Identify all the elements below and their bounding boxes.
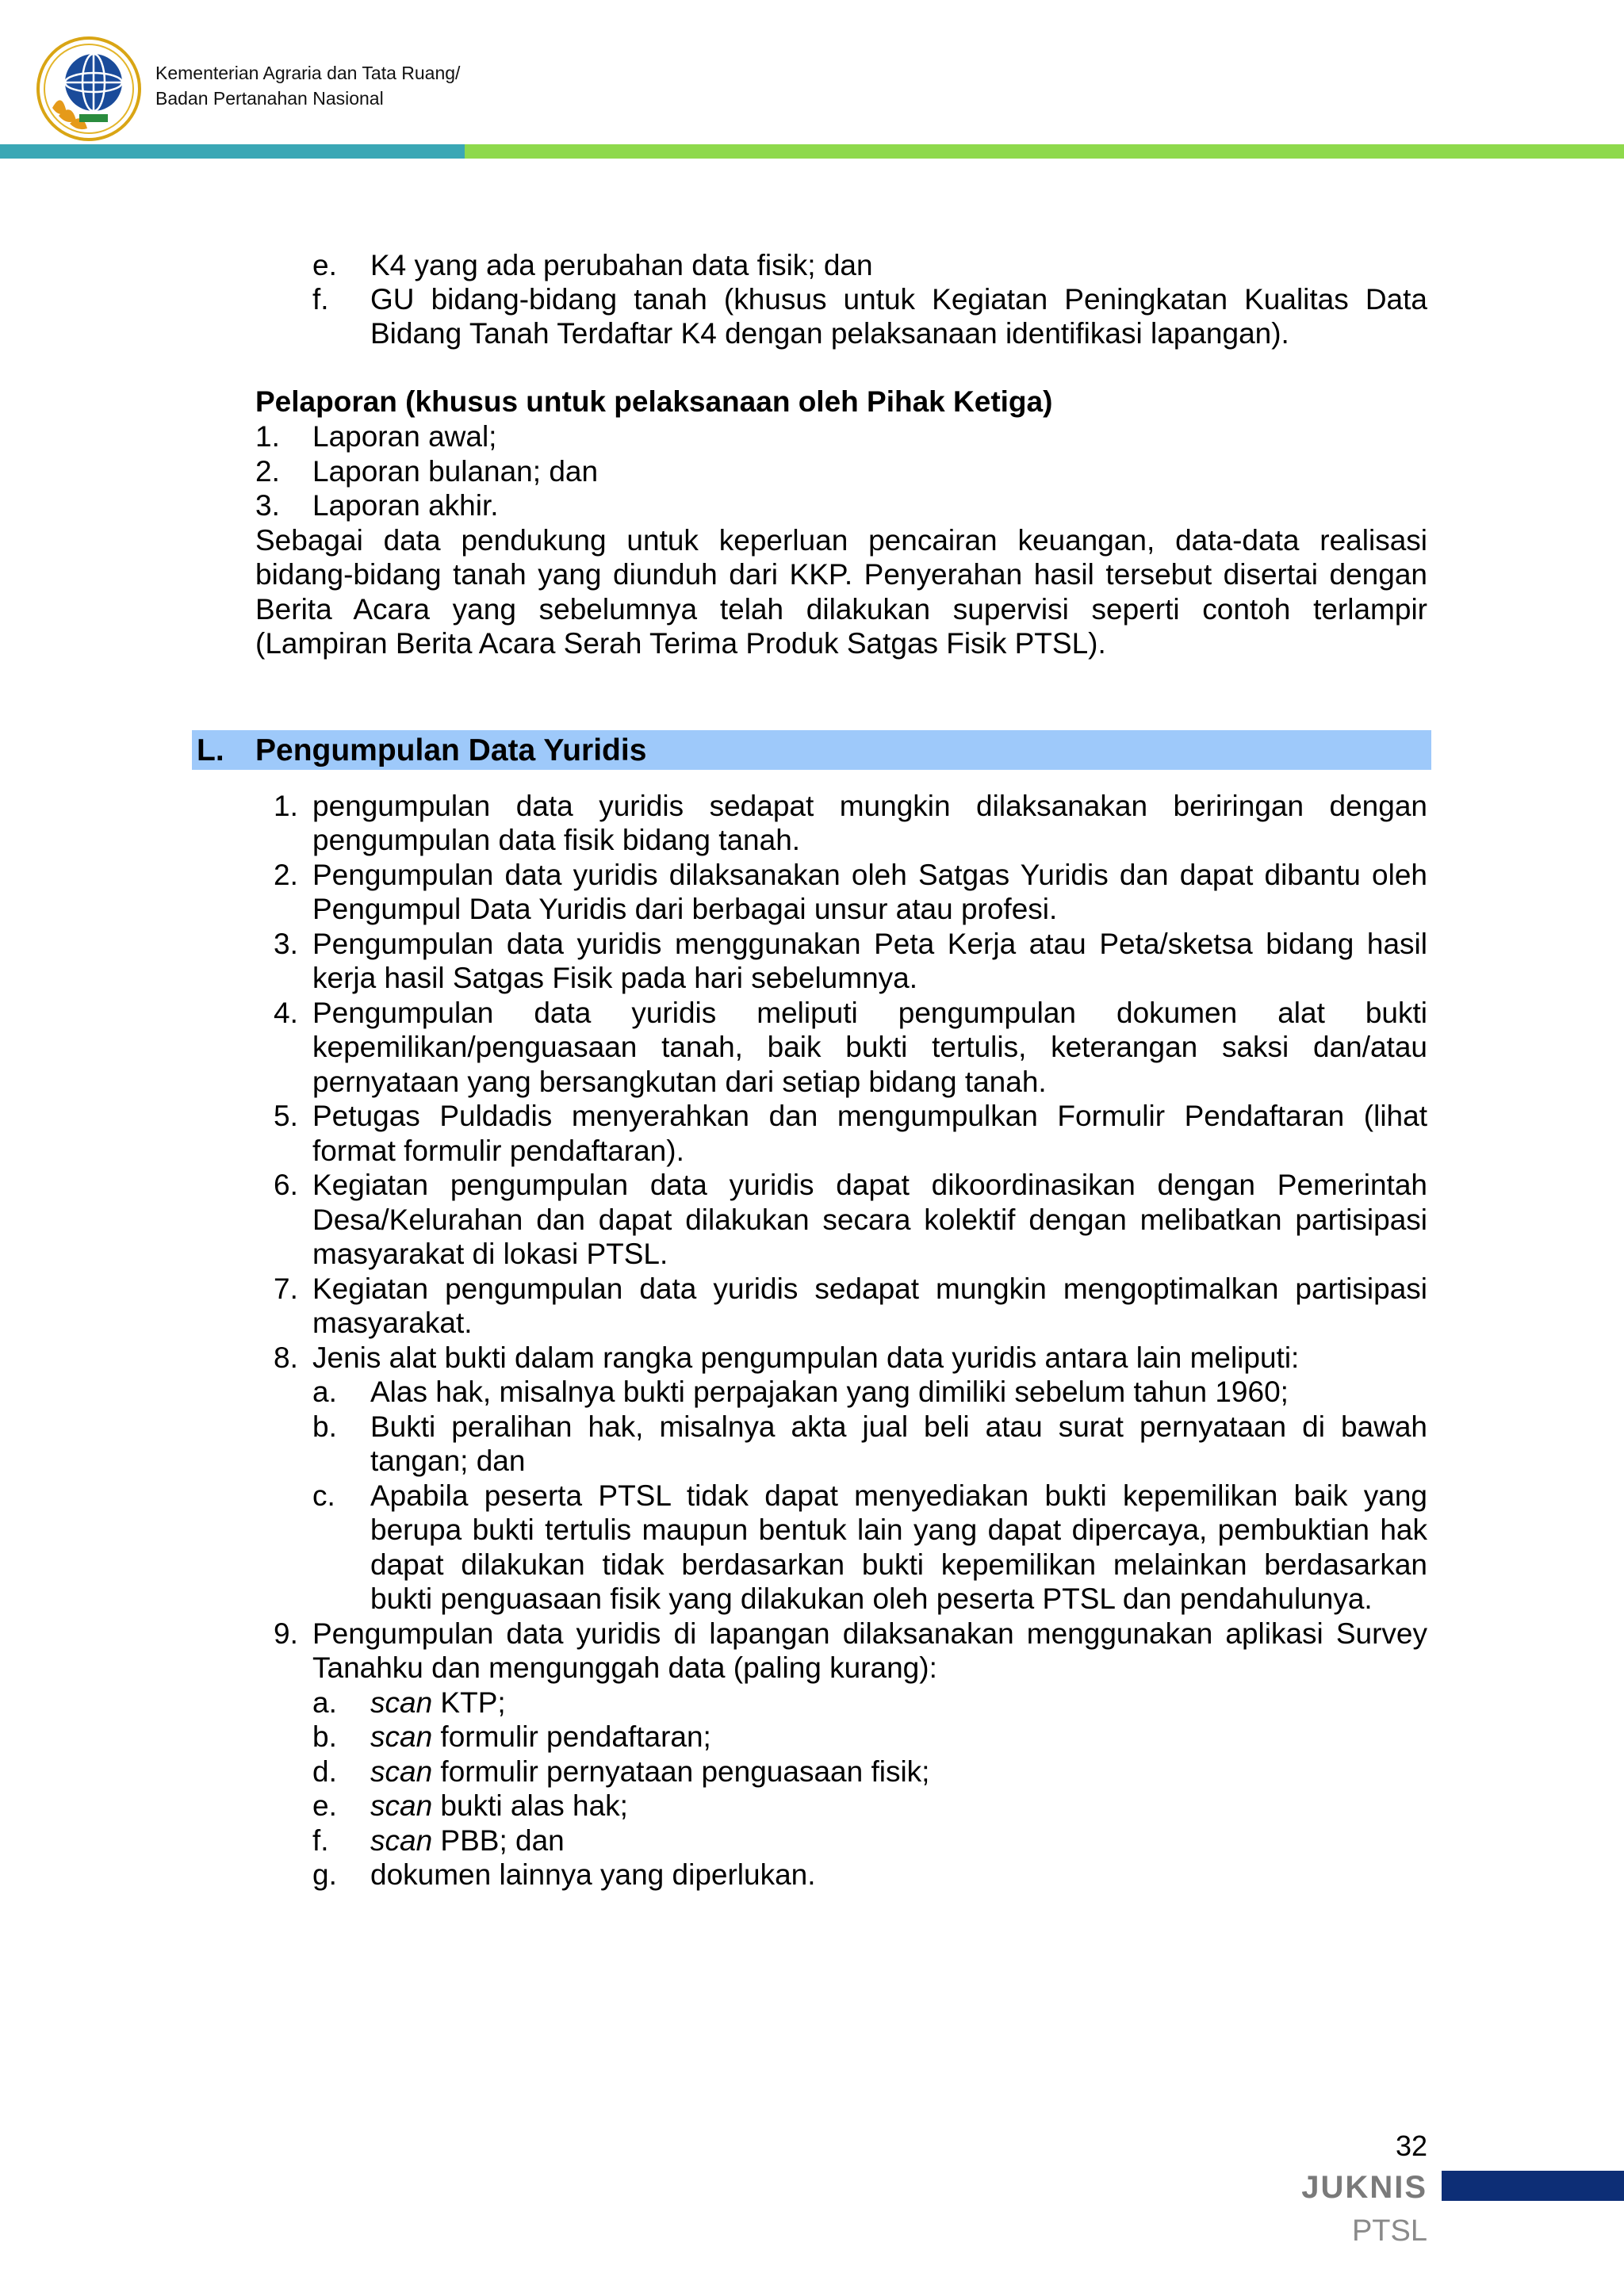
list-item-text: kerja hasil Satgas Fisik pada hari sebelumnya. <box>312 962 917 994</box>
list-item-text: Laporan akhir. <box>312 489 499 522</box>
list-marker: 7. <box>274 1272 298 1305</box>
reporting-heading: Pelaporan (khusus untuk pelaksanaan oleh Pihak Ketiga) <box>255 385 1053 418</box>
sub-list-item-text: scan formulir pernyataan penguasaan fisik; <box>370 1755 930 1788</box>
list-item-text: Pengumpul Data Yuridis dari berbagai unsur atau profesi. <box>312 893 1058 925</box>
list-item-text: Desa/Kelurahan dan dapat dilakukan secara kolektif dengan melibatkan partisipasi <box>312 1203 1427 1236</box>
list-item-text: K4 yang ada perubahan data fisik; dan <box>370 249 873 281</box>
list-marker: 1. <box>255 420 280 453</box>
footer-accent-bar <box>1442 2171 1624 2201</box>
list-item-text: Laporan awal; <box>312 420 497 453</box>
list-marker: 2. <box>255 455 280 488</box>
sub-list-item-text: Alas hak, misalnya bukti perpajakan yang dimiliki sebelum tahun 1960; <box>370 1376 1289 1408</box>
list-item-text: Pengumpulan data yuridis dilaksanakan oleh Satgas Yuridis dan dapat dibantu oleh <box>312 859 1427 891</box>
sub-list-item-text: berupa bukti tertulis maupun bentuk lain yang dapat dipercaya, pembuktian hak <box>370 1513 1427 1546</box>
list-item-text: masyarakat di lokasi PTSL. <box>312 1238 668 1270</box>
list-marker: 3. <box>274 928 298 960</box>
list-item-text: Pengumpulan data yuridis di lapangan dilaksanakan menggunakan aplikasi Survey <box>312 1617 1427 1650</box>
sub-list-marker: d. <box>312 1755 337 1788</box>
globe-emblem-icon <box>35 35 143 143</box>
header-band-teal <box>0 144 465 159</box>
reporting-paragraph-line: (Lampiran Berita Acara Serah Terima Produk Satgas Fisik PTSL). <box>255 627 1106 660</box>
list-item-text: Pengumpulan data yuridis meliputi pengumpulan dokumen alat bukti <box>312 997 1427 1029</box>
sub-list-marker: f. <box>312 1824 329 1857</box>
list-item-text: Petugas Puldadis menyerahkan dan mengumpulkan Formulir Pendaftaran (lihat <box>312 1100 1427 1132</box>
list-marker: 3. <box>255 489 280 522</box>
header-band-green <box>465 144 1624 159</box>
list-item-text: format formulir pendaftaran). <box>312 1135 684 1167</box>
sub-list-item-text: dokumen lainnya yang diperlukan. <box>370 1858 816 1891</box>
list-item-text: Kegiatan pengumpulan data yuridis dapat dikoordinasikan dengan Pemerintah <box>312 1169 1427 1201</box>
list-item-text: Pengumpulan data yuridis menggunakan Peta Kerja atau Peta/sketsa bidang hasil <box>312 928 1427 960</box>
sub-list-item-text: scan KTP; <box>370 1686 506 1719</box>
sub-list-item-text: bukti penguasaan fisik yang dilakukan oleh peserta PTSL dan pendahulunya. <box>370 1582 1373 1615</box>
list-item-text: pengumpulan data fisik bidang tanah. <box>312 824 801 856</box>
footer-title: JUKNIS <box>1301 2170 1427 2205</box>
list-marker: f. <box>312 283 329 316</box>
reporting-paragraph-line: bidang-bidang tanah yang diunduh dari KKP. Penyerahan hasil tersebut disertai dengan <box>255 558 1427 591</box>
section-title: Pengumpulan Data Yuridis <box>255 733 647 767</box>
list-item-text: Kegiatan pengumpulan data yuridis sedapat mungkin mengoptimalkan partisipasi <box>312 1272 1427 1305</box>
list-item-text: Tanahku dan mengunggah data (paling kurang): <box>312 1651 937 1684</box>
list-marker: 6. <box>274 1169 298 1201</box>
list-marker: 2. <box>274 859 298 891</box>
reporting-paragraph-line: Berita Acara yang sebelumnya telah dilakukan supervisi seperti contoh terlampir <box>255 593 1427 626</box>
list-marker: 4. <box>274 997 298 1029</box>
sub-list-item-text: tangan; dan <box>370 1445 526 1477</box>
sub-list-marker: b. <box>312 1720 337 1753</box>
list-marker: 8. <box>274 1341 298 1374</box>
sub-list-item-text: scan bukti alas hak; <box>370 1789 628 1822</box>
list-marker: 1. <box>274 790 298 822</box>
list-item-text: pengumpulan data yuridis sedapat mungkin dilaksanakan beriringan dengan <box>312 790 1427 822</box>
sub-list-item-text: dapat dilakukan tidak berdasarkan bukti kepemilikan melainkan berdasarkan <box>370 1548 1427 1581</box>
list-marker: e. <box>312 249 337 281</box>
list-marker: 9. <box>274 1617 298 1650</box>
list-marker: 5. <box>274 1100 298 1132</box>
list-item-text: pernyataan yang bersangkutan dari setiap bidang tanah. <box>312 1066 1047 1098</box>
footer-subtitle: PTSL <box>1351 2214 1427 2248</box>
list-item-text: Laporan bulanan; dan <box>312 455 599 488</box>
organization-line-1: Kementerian Agraria dan Tata Ruang/ <box>155 63 461 83</box>
list-item-text: Jenis alat bukti dalam rangka pengumpulan data yuridis antara lain meliputi: <box>312 1341 1300 1374</box>
organization-name <box>155 60 460 111</box>
organization-line-2: Badan Pertanahan Nasional <box>155 88 384 109</box>
sub-list-marker: g. <box>312 1858 337 1891</box>
sub-list-marker: c. <box>312 1479 335 1512</box>
list-item-text: Bidang Tanah Terdaftar K4 dengan pelaksanaan identifikasi lapangan). <box>370 317 1289 350</box>
sub-list-marker: b. <box>312 1410 337 1443</box>
list-item-text: masyarakat. <box>312 1307 473 1339</box>
reporting-paragraph-line: Sebagai data pendukung untuk keperluan pencairan keuangan, data-data realisasi <box>255 524 1427 557</box>
sub-list-item-text: Bukti peralihan hak, misalnya akta jual beli atau surat pernyataan di bawah <box>370 1410 1427 1443</box>
sub-list-item-text: Apabila peserta PTSL tidak dapat menyediakan bukti kepemilikan baik yang <box>370 1479 1427 1512</box>
list-item-text: GU bidang-bidang tanah (khusus untuk Kegiatan Peningkatan Kualitas Data <box>370 283 1427 316</box>
page-header <box>0 0 1624 159</box>
sub-list-marker: a. <box>312 1376 337 1408</box>
section-letter: L. <box>197 733 224 767</box>
sub-list-marker: a. <box>312 1686 337 1719</box>
list-item-text: kepemilikan/penguasaan tanah, baik bukti tertulis, keterangan saksi dan/atau <box>312 1031 1427 1063</box>
sub-list-marker: e. <box>312 1789 337 1822</box>
page-number: 32 <box>1395 2130 1427 2162</box>
sub-list-item-text: scan formulir pendaftaran; <box>370 1720 711 1753</box>
sub-list-item-text: scan PBB; dan <box>370 1824 565 1857</box>
